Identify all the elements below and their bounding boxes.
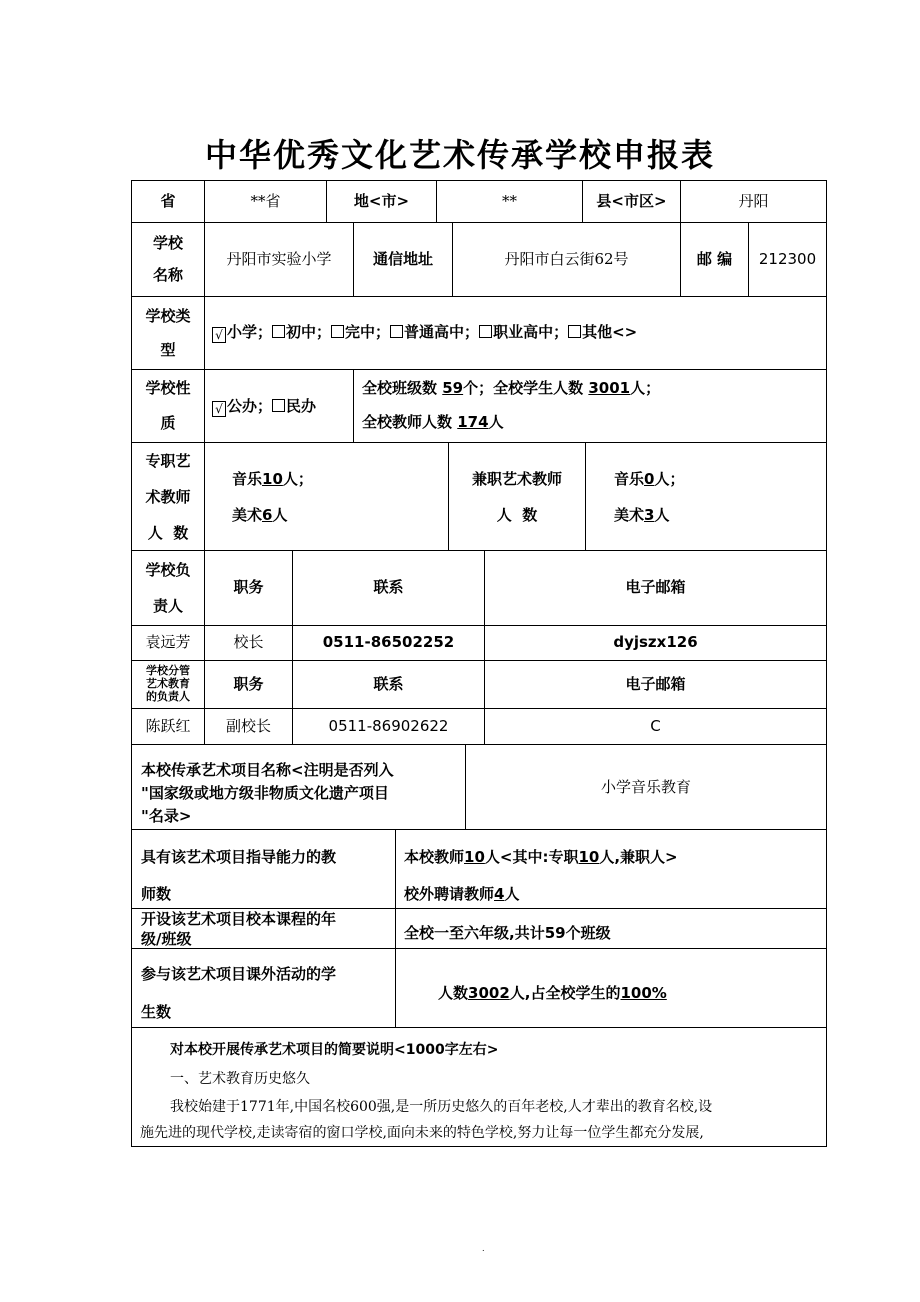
province-label: 省 <box>160 192 176 210</box>
project-teachers-line1 <box>404 848 678 867</box>
project-name-label-line2: "国家级或地方级非物质文化遗产项目 <box>141 784 389 802</box>
county-value: 丹阳 <box>738 192 769 210</box>
art-label: 美术 <box>614 506 645 524</box>
school-nature-label-line2: 质 <box>160 414 176 432</box>
external-teachers-count: 4 <box>494 885 505 903</box>
row-divider <box>132 908 826 909</box>
inhouse-teachers-prefix: 本校教师 <box>404 848 465 866</box>
school-name-value: 丹阳市实验小学 <box>226 250 332 268</box>
opt-primary-label: 小学； <box>227 323 273 341</box>
checkbox-icon[interactable] <box>479 325 492 338</box>
checkbox-icon[interactable] <box>272 325 285 338</box>
row-divider <box>132 948 826 949</box>
fulltime-art-label-line3: 人 数 <box>147 524 189 542</box>
row-divider <box>132 625 826 626</box>
row-divider <box>132 744 826 745</box>
principal-name: 袁远芳 <box>145 633 191 651</box>
checkbox-icon[interactable] <box>568 325 581 338</box>
students-suffix: 人； <box>630 379 661 397</box>
postcode-label: 邮 编 <box>696 250 733 268</box>
fulltime-music-count <box>232 470 313 489</box>
course-grades-value: 全校一至六年级,共计59个班级 <box>404 924 611 942</box>
footer-dot: . <box>482 1244 485 1253</box>
col-divider <box>204 369 205 442</box>
music-suffix: 人； <box>282 470 313 488</box>
art-leader-position: 副校长 <box>225 717 271 735</box>
school-type-options <box>212 323 637 343</box>
opt-complete-label: 完中； <box>345 323 391 341</box>
row-divider <box>132 550 826 551</box>
province-value: **省 <box>250 192 281 210</box>
art-value: 6 <box>262 506 273 524</box>
project-name-label-line3: "名录> <box>141 807 192 825</box>
project-teachers-label-line1: 具有该艺术项目指导能力的教 <box>141 848 337 866</box>
checked-checkbox-icon[interactable]: √ <box>212 401 226 417</box>
opt-private-label: 民办 <box>286 397 317 415</box>
course-grades-label-line1: 开设该艺术项目校本课程的年 <box>141 910 337 928</box>
col-divider <box>395 829 396 1027</box>
art-leader-col-contact: 联系 <box>373 675 404 693</box>
checked-checkbox-icon[interactable]: √ <box>212 327 226 343</box>
participants-count: 3002 <box>468 984 510 1002</box>
parttime-art-label-line2: 人 数 <box>496 506 538 524</box>
description-section-1: 一、艺术教育历史悠久 <box>170 1071 310 1087</box>
teachers-suffix: 人 <box>488 413 504 431</box>
teachers-prefix: 全校教师人数 <box>362 413 453 431</box>
opt-senior-label: 普通高中； <box>404 323 480 341</box>
col-divider <box>353 369 354 442</box>
art-suffix: 人 <box>272 506 288 524</box>
principal-phone: 0511-86502252 <box>322 633 455 651</box>
opt-public-label: 公办； <box>227 397 273 415</box>
fulltime-art-label-line2: 术教师 <box>145 488 191 506</box>
teachers-count: 174 <box>457 413 489 431</box>
external-teachers-prefix: 校外聘请教师 <box>404 885 495 903</box>
address-value: 丹阳市白云街62号 <box>504 250 629 268</box>
row-divider <box>132 222 826 223</box>
checkbox-icon[interactable] <box>272 399 285 412</box>
music-label: 音乐 <box>614 470 645 488</box>
row-divider <box>132 369 826 370</box>
description-paragraph-line1: 我校始建于1771年,中国名校600强,是一所历史悠久的百年老校,人才辈出的教育名校,设 <box>170 1099 713 1115</box>
school-stats-line2 <box>362 413 504 432</box>
row-divider <box>132 296 826 297</box>
city-label: 地<市> <box>353 192 410 210</box>
classes-count: 59 <box>442 379 464 397</box>
course-grades-label-line2: 级/班级 <box>141 930 192 948</box>
students-count: 3001 <box>588 379 631 397</box>
parttime-art-label-line1: 兼职艺术教师 <box>471 470 562 488</box>
postcode-value: 212300 <box>758 250 817 268</box>
opt-vocational-label: 职业高中； <box>493 323 569 341</box>
fulltime-art-label-line1: 专职艺 <box>145 452 191 470</box>
students-prefix: 个；全校学生人数 <box>463 379 584 397</box>
col-divider <box>204 296 205 369</box>
city-value: ** <box>502 192 517 210</box>
application-form-table <box>131 180 827 1147</box>
fulltime-prefix: 人<其中:专职 <box>484 848 579 866</box>
school-nature-label-line1: 学校性 <box>145 379 191 397</box>
col-divider <box>204 442 205 550</box>
pt-music-value: 0 <box>644 470 655 488</box>
row-divider <box>132 1027 826 1028</box>
opt-junior-label: 初中； <box>286 323 332 341</box>
parttime-suffix: 人,兼职人> <box>599 848 678 866</box>
description-paragraph-line2: 施先进的现代学校,走读寄宿的窗口学校,面向未来的特色学校,努力让每一位学生都充分发展, <box>140 1125 704 1141</box>
art-leader-email: C <box>650 717 661 735</box>
principal-position: 校长 <box>233 633 264 651</box>
inhouse-teachers-count: 10 <box>464 848 485 866</box>
art-leader-phone: 0511-86902622 <box>328 717 449 735</box>
school-type-label-line2: 型 <box>160 341 176 359</box>
school-type-label-line1: 学校类 <box>145 307 191 325</box>
art-leader-label-line3: 的负责人 <box>146 690 190 703</box>
project-teachers-line2 <box>404 885 519 904</box>
parttime-art-count <box>614 506 669 525</box>
art-leader-label-line2: 艺术教育 <box>146 677 190 690</box>
row-divider <box>132 829 826 830</box>
participants-percent: 100% <box>620 984 667 1002</box>
classes-prefix: 全校班级数 <box>362 379 438 397</box>
parttime-music-count <box>614 470 684 489</box>
art-leader-col-email: 电子邮箱 <box>625 675 686 693</box>
principal-email: dyjszx126 <box>613 633 698 651</box>
music-label: 音乐 <box>232 470 263 488</box>
fulltime-count: 10 <box>578 848 600 866</box>
project-name-value: 小学音乐教育 <box>600 778 691 796</box>
checkbox-icon[interactable] <box>390 325 403 338</box>
pt-art-value: 3 <box>644 506 655 524</box>
address-label: 通信地址 <box>372 250 433 268</box>
principal-col-position: 职务 <box>233 578 264 596</box>
art-label: 美术 <box>232 506 263 524</box>
music-value: 10 <box>262 470 283 488</box>
school-name-label-line2: 名称 <box>152 266 183 284</box>
col-divider <box>448 442 449 550</box>
principal-label-line1: 学校负 <box>145 561 191 579</box>
participants-prefix: 人数 <box>438 984 469 1002</box>
row-divider <box>132 660 826 661</box>
project-name-label-line1: 本校传承艺术项目名称<注明是否列入 <box>141 761 394 779</box>
school-nature-options <box>212 397 316 417</box>
school-stats-line1 <box>362 379 660 398</box>
participants-label-line1: 参与该艺术项目课外活动的学 <box>141 965 337 983</box>
school-name-label-line1: 学校 <box>152 234 183 252</box>
external-teachers-suffix: 人 <box>504 885 520 903</box>
principal-col-email: 电子邮箱 <box>625 578 686 596</box>
art-leader-name: 陈跃红 <box>145 717 191 735</box>
row-divider <box>132 442 826 443</box>
row-divider <box>132 708 826 709</box>
art-leader-label-line1: 学校分管 <box>146 664 190 677</box>
music-suffix: 人； <box>654 470 685 488</box>
principal-label-line2: 责人 <box>152 597 183 615</box>
principal-col-contact: 联系 <box>373 578 404 596</box>
county-label: 县<市区> <box>596 192 667 210</box>
art-suffix: 人 <box>654 506 670 524</box>
form-title: 中华优秀文化艺术传承学校申报表 <box>204 136 715 174</box>
opt-other-label: 其他<> <box>582 323 638 341</box>
fulltime-art-count <box>232 506 287 525</box>
participants-mid: 人,占全校学生的 <box>509 984 621 1002</box>
project-teachers-label-line2: 师数 <box>141 885 172 903</box>
description-heading: 对本校开展传承艺术项目的简要说明<1000字左右> <box>170 1042 499 1058</box>
col-divider <box>585 442 586 550</box>
participants-label-line2: 生数 <box>141 1003 172 1021</box>
art-leader-col-position: 职务 <box>233 675 264 693</box>
checkbox-icon[interactable] <box>331 325 344 338</box>
participants-value <box>438 984 667 1003</box>
